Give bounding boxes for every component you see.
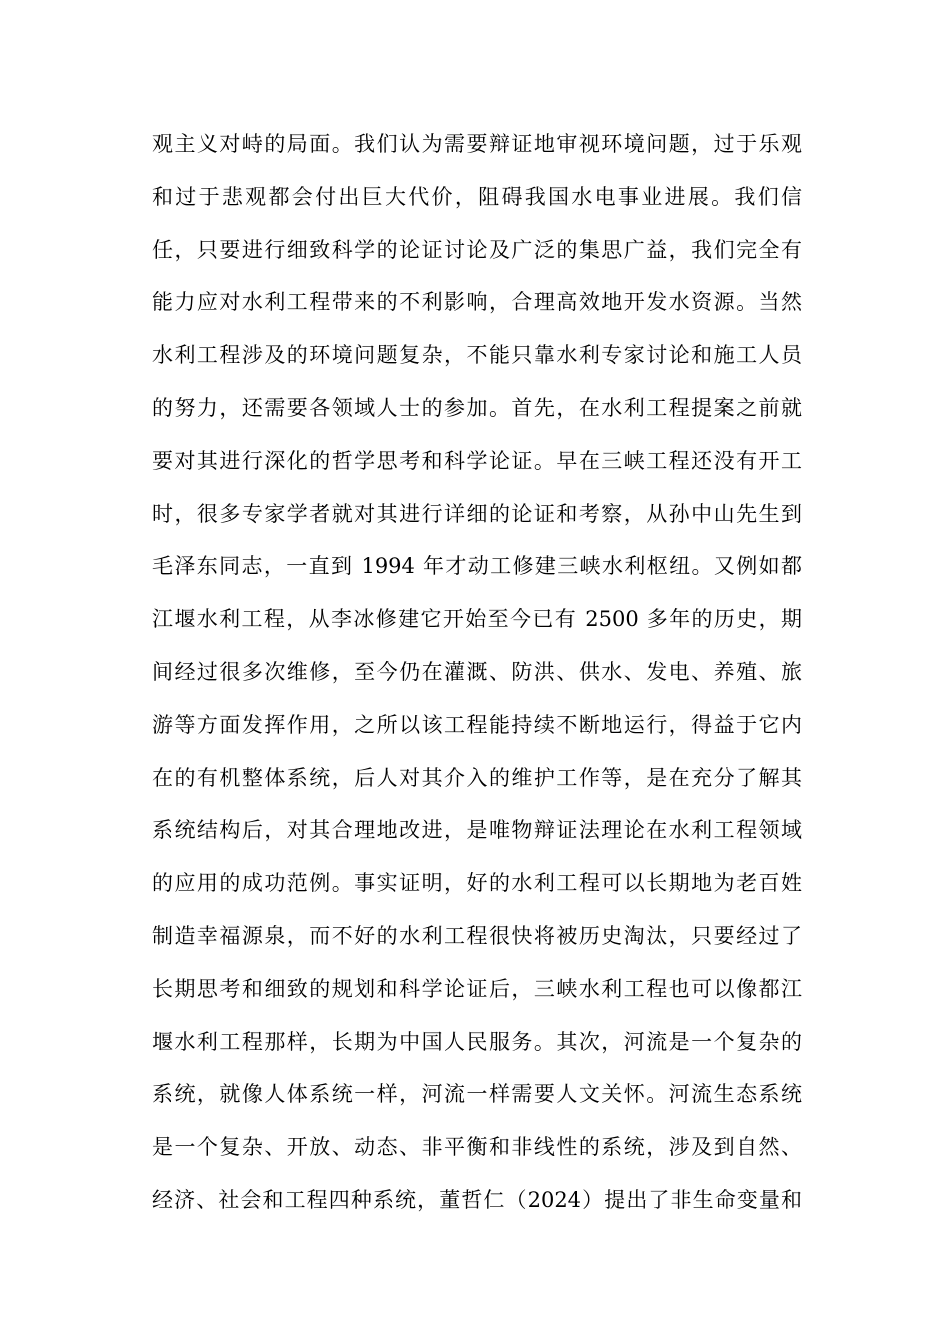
text-line: 经济、社会和工程四种系统，董哲仁（2024）提出了非生命变量和 bbox=[152, 1187, 802, 1212]
text-line: 系统结构后，对其合理地改进，是唯物辩证法理论在水利工程领域 bbox=[152, 818, 802, 843]
text-line: 堰水利工程那样，长期为中国人民服务。其次，河流是一个复杂的 bbox=[152, 1029, 802, 1054]
text-line: 要对其进行深化的哲学思考和科学论证。早在三峡工程还没有开工 bbox=[152, 448, 802, 473]
text-line: 游等方面发挥作用，之所以该工程能持续不断地运行，得益于它内 bbox=[152, 712, 802, 737]
text-line: 是一个复杂、开放、动态、非平衡和非线性的系统，涉及到自然、 bbox=[152, 1135, 802, 1160]
text-line: 毛泽东同志，一直到 1994 年才动工修建三峡水利枢纽。又例如都 bbox=[152, 554, 802, 579]
text-line: 江堰水利工程，从李冰修建它开始至今已有 2500 多年的历史，期 bbox=[152, 607, 802, 632]
text-line: 系统，就像人体系统一样，河流一样需要人文关怀。河流生态系统 bbox=[152, 1082, 802, 1107]
text-line: 在的有机整体系统，后人对其介入的维护工作等，是在充分了解其 bbox=[152, 765, 802, 790]
text-line: 的应用的成功范例。事实证明，好的水利工程可以长期地为老百姓 bbox=[152, 871, 802, 896]
text-line: 长期思考和细致的规划和科学论证后，三峡水利工程也可以像都江 bbox=[152, 976, 802, 1001]
text-line: 时，很多专家学者就对其进行详细的论证和考察，从孙中山先生到 bbox=[152, 501, 802, 526]
text-line: 能力应对水利工程带来的不利影响，合理高效地开发水资源。当然 bbox=[152, 290, 802, 315]
text-line: 水利工程涉及的环境问题复杂，不能只靠水利专家讨论和施工人员 bbox=[152, 343, 802, 368]
body-paragraph bbox=[152, 118, 802, 1227]
text-line: 的努力，还需要各领域人士的参加。首先，在水利工程提案之前就 bbox=[152, 395, 802, 420]
text-line: 和过于悲观都会付出巨大代价，阻碍我国水电事业进展。我们信 bbox=[152, 184, 802, 209]
text-line: 任，只要进行细致科学的论证讨论及广泛的集思广益，我们完全有 bbox=[152, 237, 802, 262]
text-line: 间经过很多次维修，至今仍在灌溉、防洪、供水、发电、养殖、旅 bbox=[152, 659, 802, 684]
text-line: 制造幸福源泉，而不好的水利工程很快将被历史淘汰，只要经过了 bbox=[152, 923, 802, 948]
text-line: 观主义对峙的局面。我们认为需要辩证地审视环境问题，过于乐观 bbox=[152, 132, 802, 156]
